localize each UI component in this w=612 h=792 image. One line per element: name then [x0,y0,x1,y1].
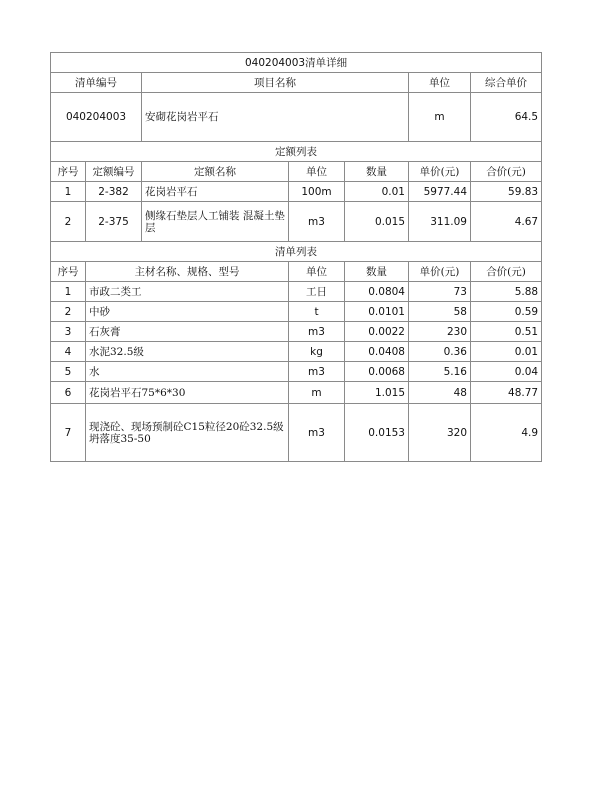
material-qty: 0.0153 [345,404,409,462]
material-seq: 6 [51,382,86,404]
material-row [51,342,542,362]
quota-header-row [51,162,542,182]
quota-total-header: 合价(元) [471,162,542,182]
material-qty: 0.0101 [345,302,409,322]
material-header-row [51,262,542,282]
title-row [51,53,542,73]
bill-name-header: 项目名称 [142,73,409,93]
material-unit: m3 [289,404,345,462]
quota-qty: 0.01 [345,182,409,202]
bill-name: 安砌花岗岩平石 [142,93,409,142]
material-row [51,362,542,382]
material-unit: 工日 [289,282,345,302]
bill-row [51,93,542,142]
quota-row [51,202,542,242]
material-total: 5.88 [471,282,542,302]
material-total: 0.51 [471,322,542,342]
material-name: 现浇砼、现场预制砼C15粒径20砼32.5级坍落度35-50 [86,404,289,462]
bill-header-row [51,73,542,93]
material-row [51,404,542,462]
bill-code: 040204003 [51,93,142,142]
quota-seq: 1 [51,182,86,202]
material-seq: 7 [51,404,86,462]
quota-section-row [51,142,542,162]
material-name: 中砂 [86,302,289,322]
material-unit: m3 [289,362,345,382]
material-name: 水 [86,362,289,382]
material-price: 0.36 [409,342,471,362]
material-price: 48 [409,382,471,404]
material-qty: 1.015 [345,382,409,404]
quota-seq-header: 序号 [51,162,86,182]
material-unit: m3 [289,322,345,342]
material-qty-header: 数量 [345,262,409,282]
quota-unit: m3 [289,202,345,242]
quota-total: 4.67 [471,202,542,242]
material-section-title: 清单列表 [51,242,542,262]
quota-qty: 0.015 [345,202,409,242]
material-row [51,302,542,322]
material-qty: 0.0068 [345,362,409,382]
quota-seq: 2 [51,202,86,242]
quota-price: 311.09 [409,202,471,242]
quota-total: 59.83 [471,182,542,202]
material-name: 石灰膏 [86,322,289,342]
material-total: 4.9 [471,404,542,462]
material-seq: 2 [51,302,86,322]
material-price: 73 [409,282,471,302]
material-name-header: 主材名称、规格、型号 [86,262,289,282]
quota-price: 5977.44 [409,182,471,202]
material-seq: 1 [51,282,86,302]
bill-price-header: 综合单价 [471,73,542,93]
material-unit-header: 单位 [289,262,345,282]
material-unit: kg [289,342,345,362]
material-section-row [51,242,542,262]
material-price: 5.16 [409,362,471,382]
material-seq-header: 序号 [51,262,86,282]
material-seq: 4 [51,342,86,362]
material-seq: 3 [51,322,86,342]
quota-name: 花岗岩平石 [142,182,289,202]
material-unit: m [289,382,345,404]
material-qty: 0.0408 [345,342,409,362]
quota-unit-header: 单位 [289,162,345,182]
material-row [51,322,542,342]
material-name: 水泥32.5级 [86,342,289,362]
material-price: 320 [409,404,471,462]
material-total: 0.01 [471,342,542,362]
bill-price: 64.5 [471,93,542,142]
material-price: 230 [409,322,471,342]
quota-price-header: 单价(元) [409,162,471,182]
quota-qty-header: 数量 [345,162,409,182]
quota-name-header: 定额名称 [142,162,289,182]
quota-row [51,182,542,202]
material-seq: 5 [51,362,86,382]
material-total: 48.77 [471,382,542,404]
quota-code-header: 定额编号 [86,162,142,182]
material-unit: t [289,302,345,322]
bill-code-header: 清单编号 [51,73,142,93]
material-row [51,282,542,302]
material-name: 花岗岩平石75*6*30 [86,382,289,404]
material-qty: 0.0804 [345,282,409,302]
table-title: 040204003清单详细 [51,53,542,73]
material-total: 0.59 [471,302,542,322]
bill-detail-table [50,52,542,462]
quota-unit: 100m [289,182,345,202]
quota-code: 2-382 [86,182,142,202]
material-total-header: 合价(元) [471,262,542,282]
bill-unit: m [409,93,471,142]
material-total: 0.04 [471,362,542,382]
quota-section-title: 定额列表 [51,142,542,162]
quota-name: 侧缘石垫层人工铺装 混凝土垫层 [142,202,289,242]
material-price-header: 单价(元) [409,262,471,282]
material-qty: 0.0022 [345,322,409,342]
quota-code: 2-375 [86,202,142,242]
material-name: 市政二类工 [86,282,289,302]
material-price: 58 [409,302,471,322]
bill-unit-header: 单位 [409,73,471,93]
material-row [51,382,542,404]
